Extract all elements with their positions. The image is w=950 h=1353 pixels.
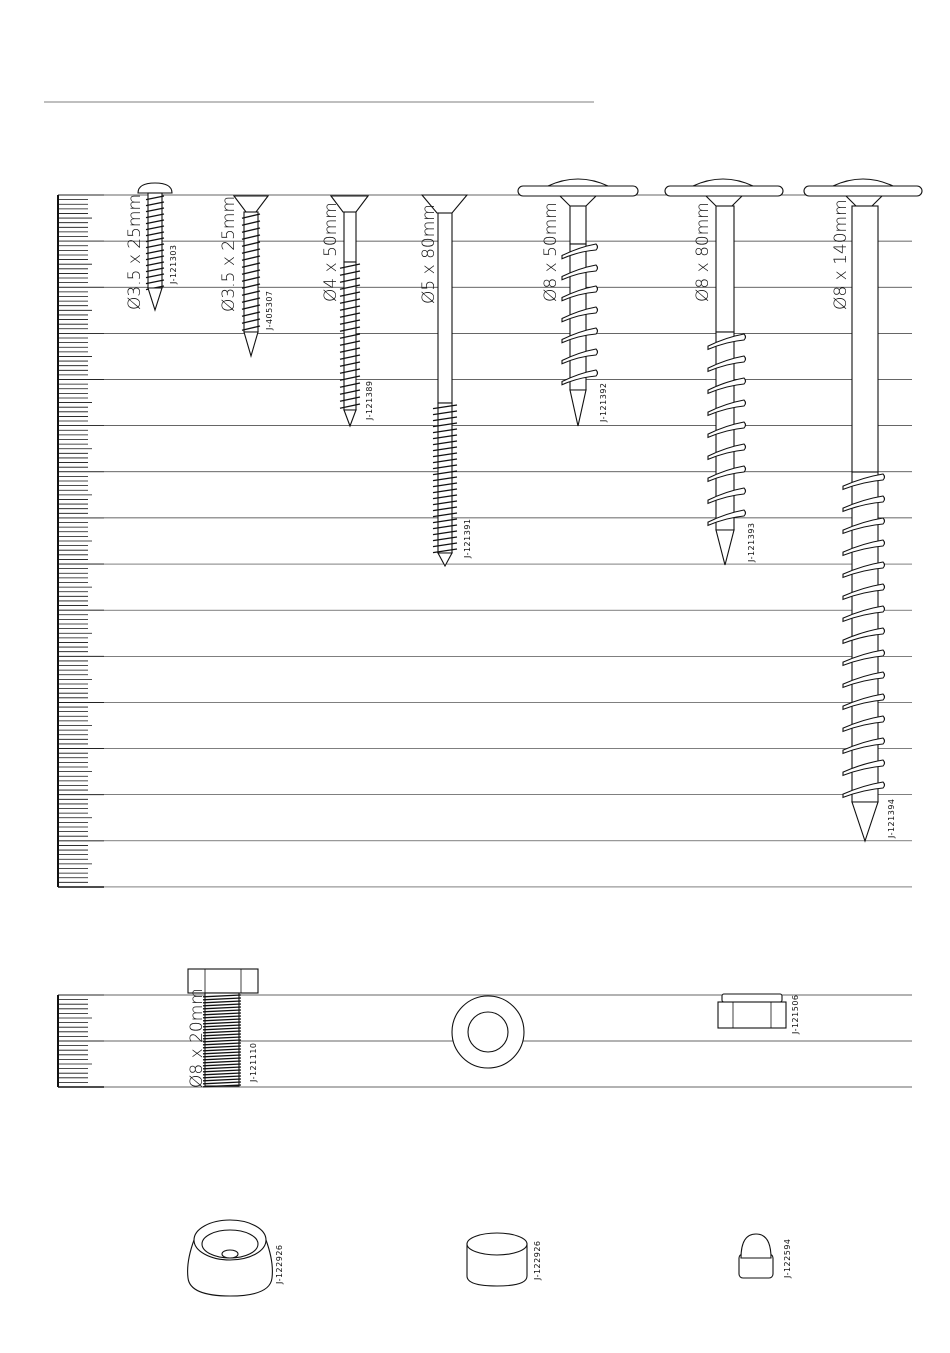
screw-5 <box>518 179 638 426</box>
screw-3-code: J-121389 <box>365 380 374 420</box>
screw-4 <box>419 195 472 566</box>
dome-cap <box>739 1234 792 1279</box>
cap-2-code: J-122926 <box>533 1240 542 1280</box>
washer <box>452 996 524 1068</box>
screw-7-size: Ø8 x 140mm <box>831 199 851 310</box>
screw-4-code: J-121391 <box>463 518 472 558</box>
screw-1 <box>125 183 178 310</box>
bolt-code: J-121110 <box>249 1042 258 1082</box>
cup-washer <box>188 1220 284 1296</box>
cap-1-code: J-122926 <box>275 1244 284 1284</box>
screw-6 <box>665 179 783 565</box>
flat-cap <box>467 1233 542 1286</box>
screw-2 <box>219 196 274 356</box>
screw-3-size: Ø4 x 50mm <box>321 202 341 302</box>
screw-3 <box>321 196 374 426</box>
bolt-size: Ø8 x 20mm <box>187 988 207 1088</box>
main-ruler <box>58 195 104 887</box>
hex-bolt <box>187 969 258 1088</box>
bolt-ruler <box>58 995 104 1087</box>
main-grid <box>58 195 912 887</box>
screw-7 <box>804 179 922 841</box>
screw-1-code: J-121303 <box>169 244 178 284</box>
lock-nut <box>718 994 800 1035</box>
nut-code: J-121506 <box>791 994 800 1034</box>
screw-2-code: J-405307 <box>265 290 274 330</box>
screw-5-size: Ø8 x 50mm <box>541 202 561 302</box>
screw-6-size: Ø8 x 80mm <box>693 202 713 302</box>
screw-7-code: J-121394 <box>887 798 896 838</box>
screw-5-code: J-121392 <box>599 382 608 422</box>
screw-4-size: Ø5 x 80mm <box>419 204 439 304</box>
screw-6-code: J-121393 <box>747 522 756 562</box>
screw-1-size: Ø3.5 x 25mm <box>125 193 145 310</box>
screw-2-size: Ø3.5 x 25mm <box>219 195 239 312</box>
cap-3-code: J-122594 <box>783 1238 792 1278</box>
